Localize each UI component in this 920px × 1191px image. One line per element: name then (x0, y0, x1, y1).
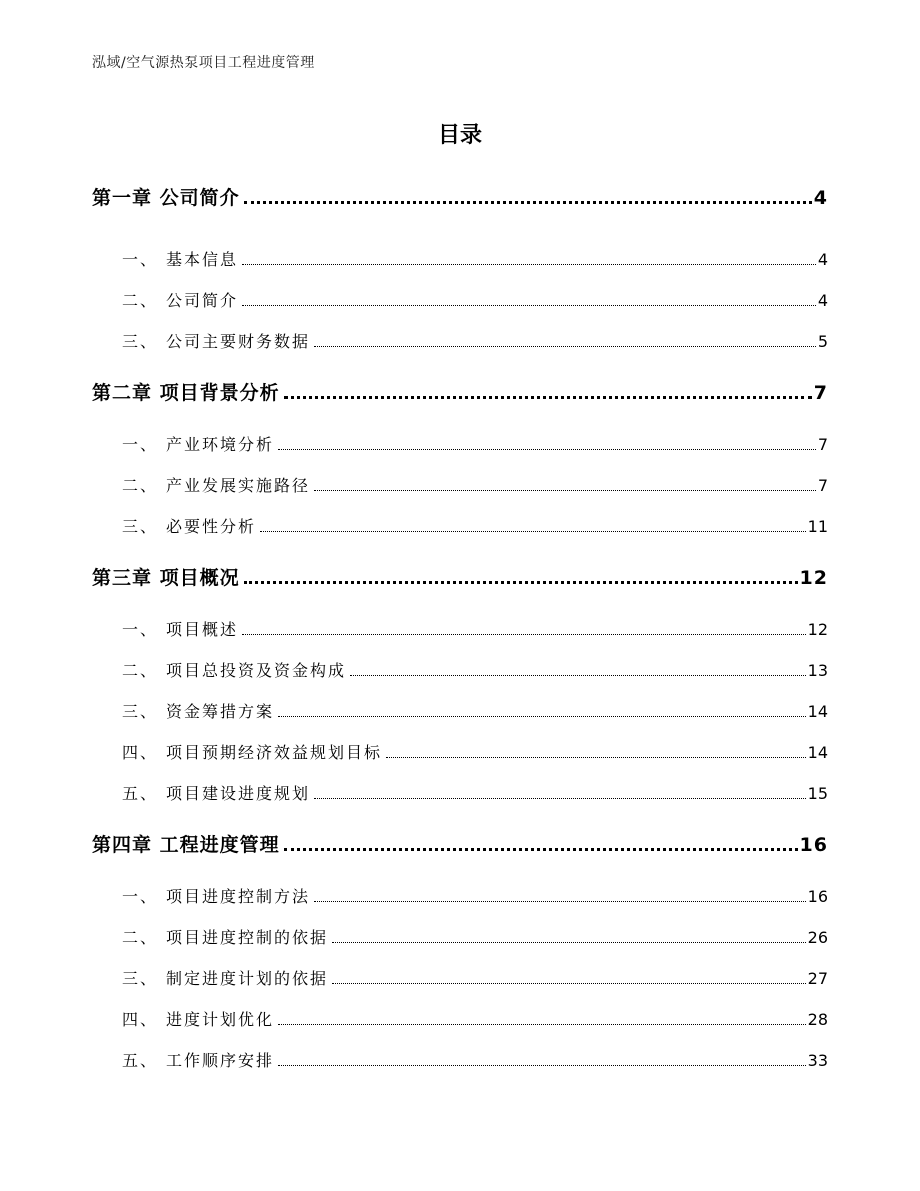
toc-page-number: 16 (799, 834, 828, 856)
toc-section-label: 资金筹措方案 (166, 702, 275, 721)
toc-section-number: 一、 (122, 435, 159, 454)
toc-page-number: 16 (807, 887, 828, 906)
toc-section-number: 一、 (122, 250, 159, 269)
toc-section-number: 五、 (122, 1051, 159, 1070)
toc-leader-dots (278, 449, 816, 450)
toc-chapter-label: 第四章 工程进度管理 (92, 834, 280, 856)
toc-section-number: 二、 (122, 291, 159, 310)
toc-leader-dots (242, 264, 816, 265)
toc-section-number: 二、 (122, 661, 159, 680)
toc-section-label: 项目进度控制的依据 (166, 928, 329, 947)
toc-section-label: 制定进度计划的依据 (166, 969, 329, 988)
toc-section-4-1[interactable] (92, 884, 828, 907)
toc-section-number: 三、 (122, 969, 159, 988)
toc-section-number: 四、 (122, 743, 159, 762)
toc-chapter-label: 第二章 项目背景分析 (92, 382, 280, 404)
toc-page-number: 11 (807, 517, 828, 536)
toc-section-number: 二、 (122, 928, 159, 947)
toc-section-number: 一、 (122, 620, 159, 639)
toc-section-3-2[interactable] (92, 658, 828, 681)
toc-chapter-3[interactable] (92, 563, 828, 590)
toc-section-label: 公司主要财务数据 (166, 332, 311, 351)
toc-section-label: 进度计划优化 (166, 1010, 275, 1029)
toc-leader-dots (242, 634, 806, 635)
toc-section-4-4[interactable] (92, 1007, 828, 1030)
toc-page-number: 12 (799, 567, 828, 589)
toc-section-number: 三、 (122, 332, 159, 351)
toc-section-label: 公司简介 (166, 291, 239, 310)
toc-section-2-1[interactable] (92, 432, 828, 455)
toc-chapter-label: 第一章 公司简介 (92, 187, 240, 209)
toc-chapter-label: 第三章 项目概况 (92, 567, 240, 589)
toc-section-number: 一、 (122, 887, 159, 906)
toc-section-3-1[interactable] (92, 617, 828, 640)
toc-section-number: 三、 (122, 517, 159, 536)
toc-leader-dots (278, 716, 806, 717)
toc-section-1-1[interactable] (92, 247, 828, 270)
toc-page-number: 5 (817, 332, 828, 351)
toc-chapter-2[interactable] (92, 378, 828, 405)
toc-page-number: 27 (807, 969, 828, 988)
toc-section-1-2[interactable] (92, 288, 828, 311)
toc-leader-dots (244, 581, 798, 584)
toc-leader-dots (350, 675, 806, 676)
toc-section-number: 五、 (122, 784, 159, 803)
toc-page-number: 33 (807, 1051, 828, 1070)
toc-section-3-3[interactable] (92, 699, 828, 722)
toc-page-number: 4 (817, 250, 828, 269)
toc-page-number: 4 (817, 291, 828, 310)
toc-section-4-3[interactable] (92, 966, 828, 989)
toc-section-label: 项目建设进度规划 (166, 784, 311, 803)
toc-section-number: 四、 (122, 1010, 159, 1029)
toc-leader-dots (314, 346, 816, 347)
page-header: 泓域/空气源热泵项目工程进度管理 (92, 55, 315, 71)
toc-leader-dots (278, 1065, 806, 1066)
toc-page-number: 12 (807, 620, 828, 639)
toc-page-number: 28 (807, 1010, 828, 1029)
toc-leader-dots (314, 798, 806, 799)
toc-section-label: 项目进度控制方法 (166, 887, 311, 906)
toc-leader-dots (278, 1024, 806, 1025)
toc-section-1-3[interactable] (92, 329, 828, 352)
toc-page-number: 14 (807, 702, 828, 721)
toc-section-label: 项目总投资及资金构成 (166, 661, 347, 680)
toc-page-number: 7 (813, 382, 828, 404)
toc-section-label: 基本信息 (166, 250, 239, 269)
toc-section-label: 项目预期经济效益规划目标 (166, 743, 383, 762)
toc-page-number: 4 (813, 187, 828, 209)
toc-leader-dots (332, 942, 806, 943)
toc-section-label: 产业发展实施路径 (166, 476, 311, 495)
toc-leader-dots (244, 201, 812, 204)
toc-page-number: 15 (807, 784, 828, 803)
toc-chapter-1[interactable] (92, 183, 828, 210)
toc-section-label: 必要性分析 (166, 517, 257, 536)
toc-title: 目录 (437, 123, 482, 148)
toc-page-number: 7 (817, 476, 828, 495)
toc-page-number: 14 (807, 743, 828, 762)
toc-leader-dots (332, 983, 806, 984)
toc-section-number: 二、 (122, 476, 159, 495)
toc-section-label: 项目概述 (166, 620, 239, 639)
toc-section-3-4[interactable] (92, 740, 828, 763)
toc-leader-dots (260, 531, 806, 532)
toc-section-4-5[interactable] (92, 1048, 828, 1071)
toc-section-label: 产业环境分析 (166, 435, 275, 454)
toc-leader-dots (284, 396, 812, 399)
toc-chapter-4[interactable] (92, 830, 828, 857)
toc-section-2-2[interactable] (92, 473, 828, 496)
toc-section-number: 三、 (122, 702, 159, 721)
toc-page-number: 26 (807, 928, 828, 947)
toc-section-2-3[interactable] (92, 514, 828, 537)
toc-section-4-2[interactable] (92, 925, 828, 948)
toc-leader-dots (284, 848, 798, 851)
toc-section-label: 工作顺序安排 (166, 1051, 275, 1070)
toc-section-3-5[interactable] (92, 781, 828, 804)
toc-leader-dots (314, 490, 816, 491)
toc-leader-dots (386, 757, 806, 758)
toc-leader-dots (314, 901, 806, 902)
toc-page-number: 13 (807, 661, 828, 680)
toc-page-number: 7 (817, 435, 828, 454)
toc-leader-dots (242, 305, 816, 306)
